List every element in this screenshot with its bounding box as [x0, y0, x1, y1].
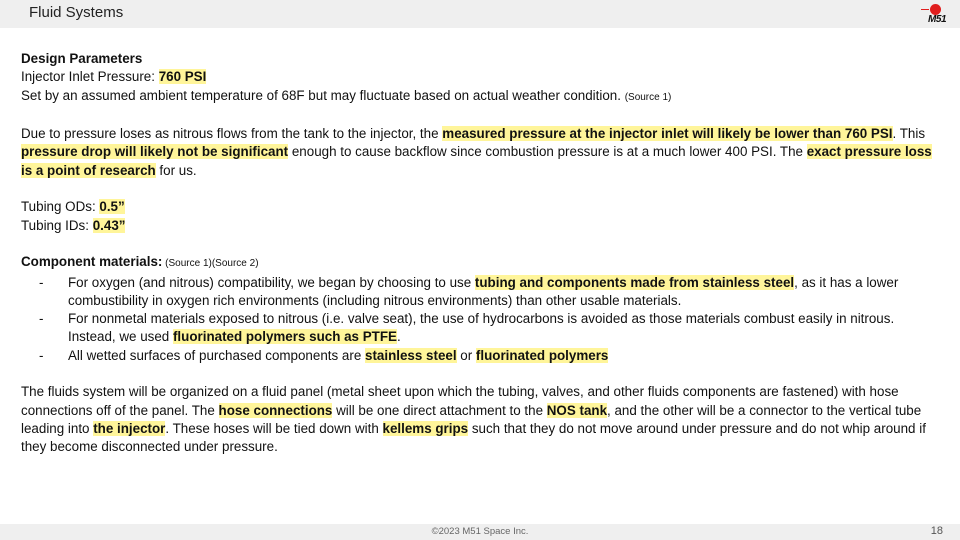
slide-title: Fluid Systems — [29, 4, 124, 21]
set-by-line: Set by an assumed ambient temperature of 68F but may fluctuate based on actual weather condition. (Source 1) — [21, 87, 672, 103]
tubing-id-value: 0.43” — [92, 217, 126, 233]
slide-body — [21, 50, 941, 457]
list-item: - For nonmetal materials exposed to nitrous (i.e. valve seat), the use of hydrocarbons is avoided as those materials combust easily in nitrous. Instead, we used fluorinated polymers such as PTFE. — [39, 311, 895, 345]
materials-list — [21, 274, 941, 365]
panel-paragraph: The fluids system will be organized on a fluid panel (metal sheet upon which the tubing, valves, and other fluids components are fastened) with hose connections off of the panel. The hose connections will be one direct attachment to the NOS tank, and the other will be a connector to the vertical tube leading into the injector. These hoses will be tied down with kellems grips such that they do not move around under pressure and do not whip around if they become disconnected under pressure. — [21, 384, 926, 455]
page-number: 18 — [930, 525, 943, 537]
tubing-od-line: Tubing ODs: 0.5” — [21, 199, 125, 215]
pressure-paragraph: Due to pressure loses as nitrous flows from the tank to the injector, the measured pressure at the injector inlet will likely be lower than 760 PSI. This pressure drop will likely not be significant enough to cause backflow since combustion pressure is at a much lower 400 PSI. The exact pressure loss is a point of research for us. — [21, 126, 932, 178]
copyright-text: ©2023 M51 Space Inc. — [431, 526, 529, 537]
source-ref: (Source 1) — [624, 91, 672, 103]
pressure-value: 760 PSI — [158, 69, 207, 85]
tubing-id-line: Tubing IDs: 0.43” — [21, 217, 126, 233]
pressure-line: Injector Inlet Pressure: 760 PSI — [21, 69, 207, 85]
tubing-od-value: 0.5” — [99, 199, 125, 215]
list-item: - All wetted surfaces of purchased components are stainless steel or fluorinated polymers — [39, 347, 609, 363]
logo-text: M51 — [928, 14, 946, 25]
m51-logo — [918, 4, 946, 26]
footer-bar — [0, 524, 960, 540]
materials-heading: Component materials: (Source 1)(Source 2) — [21, 254, 259, 270]
design-heading: Design Parameters — [21, 51, 143, 66]
list-item: - For oxygen (and nitrous) compatibility, we began by choosing to use tubing and components made from stainless steel, as it has a lower combustibility in oxygen rich environments (including nitrous environments) than other usable materials. — [39, 274, 899, 308]
header-bar — [0, 0, 960, 28]
